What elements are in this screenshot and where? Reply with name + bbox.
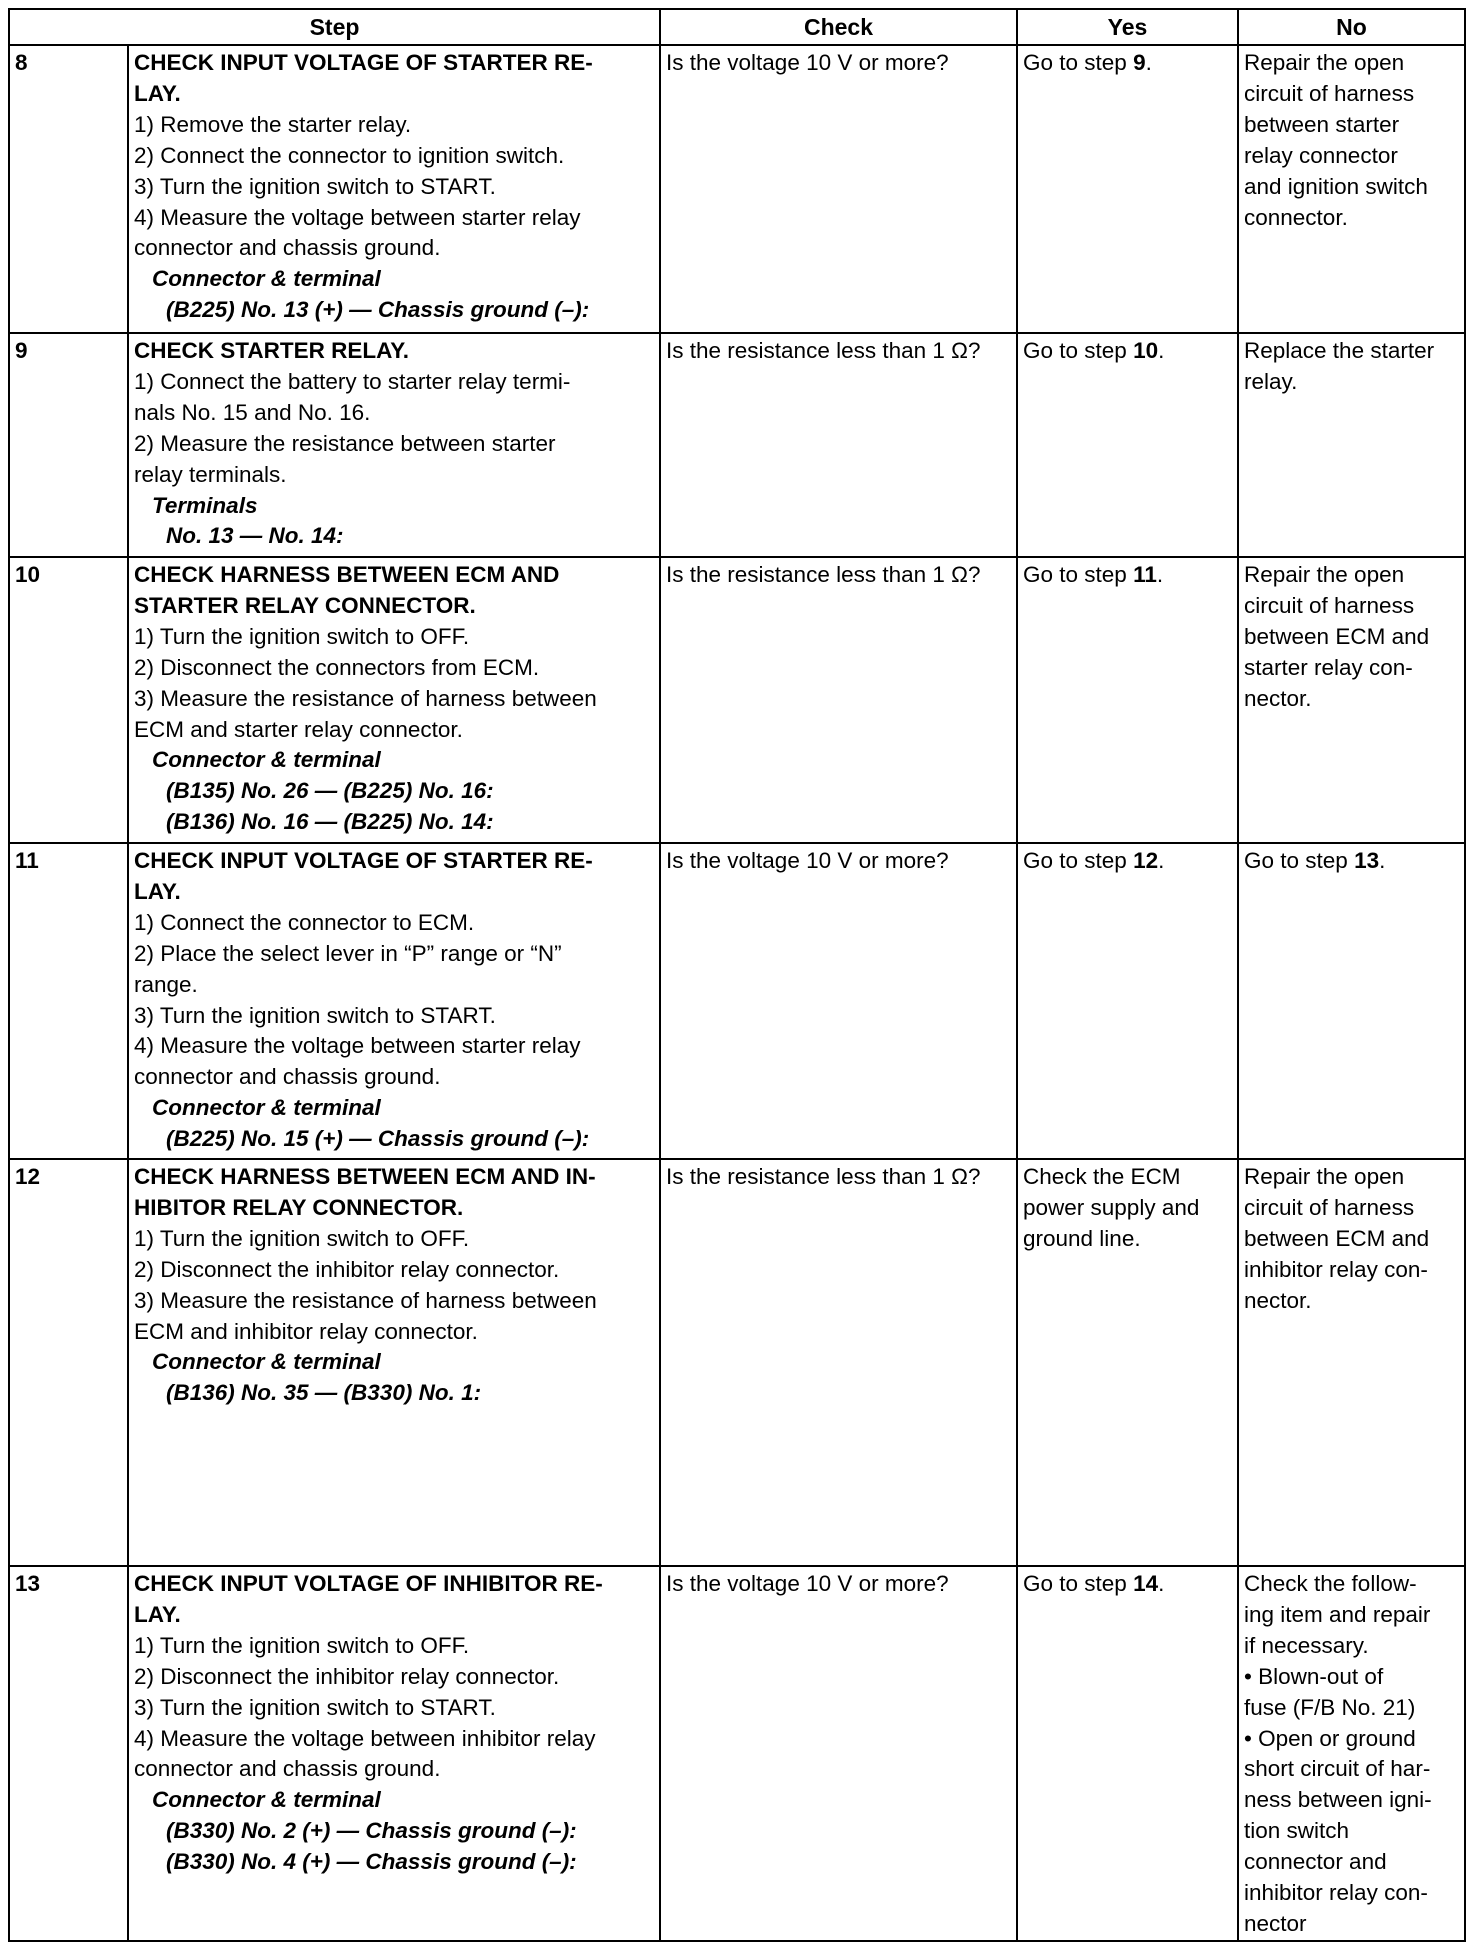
yes-cell: Go to step 10. xyxy=(1017,333,1238,557)
table-row xyxy=(9,557,1465,843)
step-title: CHECK STARTER RELAY. xyxy=(134,338,410,363)
instruction: relay terminals. xyxy=(134,461,287,487)
instruction: 3) Measure the resistance of harness between xyxy=(134,1287,597,1313)
yes-cell: Go to step 9. xyxy=(1017,45,1238,333)
table-row xyxy=(9,333,1465,557)
instruction: connector and chassis ground. xyxy=(134,1064,441,1090)
instruction: 4) Measure the voltage between inhibitor relay xyxy=(134,1725,596,1751)
step-number: 12 xyxy=(9,1159,128,1566)
step-content xyxy=(128,1159,660,1566)
instruction: 1) Turn the ignition switch to OFF. xyxy=(134,623,470,649)
spec-item: (B135) No. 26 — (B225) No. 16: xyxy=(166,778,494,804)
instruction: 2) Measure the resistance between starter xyxy=(134,430,556,456)
spec-item: (B225) No. 13 (+) — Chassis ground (–): xyxy=(166,297,590,323)
spec-item: (B136) No. 16 — (B225) No. 14: xyxy=(166,809,494,835)
table-row xyxy=(9,843,1465,1159)
step-title: CHECK HARNESS BETWEEN ECM AND IN- HIBITOR RELAY CONNECTOR. xyxy=(134,1164,596,1220)
step-title: CHECK HARNESS BETWEEN ECM AND STARTER RELAY CONNECTOR. xyxy=(134,562,560,618)
instruction: 2) Disconnect the connectors from ECM. xyxy=(134,654,540,680)
check-cell: Is the resistance less than 1 Ω? xyxy=(660,1159,1017,1566)
check-cell: Is the resistance less than 1 Ω? xyxy=(660,557,1017,843)
instruction: 2) Disconnect the inhibitor relay connector. xyxy=(134,1663,560,1689)
no-cell: Repair the open circuit of harness between ECM and inhibitor relay con- nector. xyxy=(1238,1159,1465,1566)
check-cell: Is the voltage 10 V or more? xyxy=(660,1566,1017,1941)
instruction: 3) Measure the resistance of harness between xyxy=(134,685,597,711)
yes-cell: Go to step 14. xyxy=(1017,1566,1238,1941)
instruction: 3) Turn the ignition switch to START. xyxy=(134,173,496,199)
check-cell: Is the voltage 10 V or more? xyxy=(660,843,1017,1159)
no-cell: Go to step 13. xyxy=(1238,843,1465,1159)
header-step: Step xyxy=(9,9,660,45)
instruction: 3) Turn the ignition switch to START. xyxy=(134,1694,496,1720)
step-number: 8 xyxy=(9,45,128,333)
header-yes: Yes xyxy=(1017,9,1238,45)
no-cell: Replace the starter relay. xyxy=(1238,333,1465,557)
diagnostic-table xyxy=(8,8,1466,1942)
step-ref: 13 xyxy=(1354,848,1380,873)
spec-item: (B330) No. 2 (+) — Chassis ground (–): xyxy=(166,1818,577,1844)
step-ref: 14 xyxy=(1133,1571,1159,1596)
spec-label: Connector & terminal xyxy=(152,1095,381,1121)
instruction: range. xyxy=(134,971,198,997)
step-ref: 10 xyxy=(1133,338,1159,363)
spec-label: Connector & terminal xyxy=(152,266,381,292)
step-content xyxy=(128,1566,660,1941)
spec-item: (B330) No. 4 (+) — Chassis ground (–): xyxy=(166,1849,577,1875)
step-content xyxy=(128,843,660,1159)
step-number: 10 xyxy=(9,557,128,843)
step-ref: 12 xyxy=(1133,848,1159,873)
table-row xyxy=(9,45,1465,333)
instruction: ECM and inhibitor relay connector. xyxy=(134,1318,478,1344)
spec-item: (B136) No. 35 — (B330) No. 1: xyxy=(166,1380,482,1406)
step-content xyxy=(128,45,660,333)
spec-item: No. 13 — No. 14: xyxy=(166,523,344,549)
instruction: 1) Connect the battery to starter relay termi- xyxy=(134,368,571,394)
instruction: 1) Turn the ignition switch to OFF. xyxy=(134,1225,470,1251)
header-check: Check xyxy=(660,9,1017,45)
step-title: CHECK INPUT VOLTAGE OF INHIBITOR RE- LAY. xyxy=(134,1571,603,1627)
spec-label: Connector & terminal xyxy=(152,1349,381,1375)
instruction: 2) Place the select lever in “P” range or “N” xyxy=(134,940,562,966)
instruction: connector and chassis ground. xyxy=(134,235,441,261)
yes-cell: Go to step 11. xyxy=(1017,557,1238,843)
step-content xyxy=(128,557,660,843)
instruction: ECM and starter relay connector. xyxy=(134,716,463,742)
table-row xyxy=(9,1159,1465,1566)
header-no: No xyxy=(1238,9,1465,45)
step-number: 9 xyxy=(9,333,128,557)
instruction: 2) Connect the connector to ignition switch. xyxy=(134,142,565,168)
step-ref: 11 xyxy=(1133,562,1157,587)
step-title: CHECK INPUT VOLTAGE OF STARTER RE- LAY. xyxy=(134,50,593,106)
instruction: 2) Disconnect the inhibitor relay connector. xyxy=(134,1256,560,1282)
no-cell: Repair the open circuit of harness between ECM and starter relay con- nector. xyxy=(1238,557,1465,843)
instruction: connector and chassis ground. xyxy=(134,1756,441,1782)
instruction: 1) Remove the starter relay. xyxy=(134,111,412,137)
no-cell: Repair the open circuit of harness between starter relay connector and ignition switch connector. xyxy=(1238,45,1465,333)
table-row xyxy=(9,1566,1465,1941)
step-content xyxy=(128,333,660,557)
instruction: 3) Turn the ignition switch to START. xyxy=(134,1002,496,1028)
yes-cell: Go to step 12. xyxy=(1017,843,1238,1159)
instruction: nals No. 15 and No. 16. xyxy=(134,399,371,425)
yes-cell: Check the ECM power supply and ground line. xyxy=(1017,1159,1238,1566)
spec-label: Terminals xyxy=(152,492,258,518)
spec-label: Connector & terminal xyxy=(152,1787,381,1813)
step-number: 13 xyxy=(9,1566,128,1941)
no-cell: Check the follow- ing item and repair if necessary. • Blown-out of fuse (F/B No. 21) • Open or ground short circuit of har- ness between igni- tion switch connector and inhibitor relay con- nector xyxy=(1238,1566,1465,1941)
check-cell: Is the voltage 10 V or more? xyxy=(660,45,1017,333)
spec-item: (B225) No. 15 (+) — Chassis ground (–): xyxy=(166,1126,590,1152)
instruction: 4) Measure the voltage between starter relay xyxy=(134,1033,581,1059)
step-ref: 9 xyxy=(1133,50,1146,75)
spec-label: Connector & terminal xyxy=(152,747,381,773)
header-row xyxy=(9,9,1465,45)
instruction: 1) Turn the ignition switch to OFF. xyxy=(134,1632,470,1658)
instruction: 4) Measure the voltage between starter relay xyxy=(134,204,581,230)
step-title: CHECK INPUT VOLTAGE OF STARTER RE- LAY. xyxy=(134,848,593,904)
instruction: 1) Connect the connector to ECM. xyxy=(134,909,475,935)
step-number: 11 xyxy=(9,843,128,1159)
check-cell: Is the resistance less than 1 Ω? xyxy=(660,333,1017,557)
